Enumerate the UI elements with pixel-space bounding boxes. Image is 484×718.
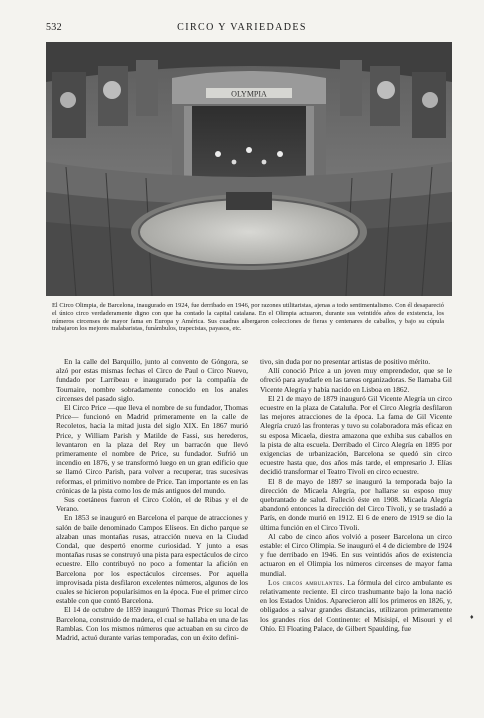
left-column bbox=[56, 357, 248, 705]
photo-caption bbox=[52, 302, 444, 352]
paragraph: tivo, sin duda por no presentar artistas de positivo mérito. bbox=[260, 357, 431, 366]
paragraph: En 1853 se inauguró en Barcelona el parque de atracciones y salón de baile denominado Campos Elíseos. En dicho parque se alzaban unas montañas rusas, atracción nueva en la Ciudad Condal, que despertó enorme curiosidad. Y junto a esas montañas rusas se construyó una pista para espectáculos de circo ecuestre. Ello contribuyó no poco a fomentar la afición en Barcelona por los espectáculos circenses. Por aquella improvisada pista desfilaron excelentes números, algunos de los cuales se hicieron popularísimos en la época. Fue el primer circo estable con que contó Barcelona. bbox=[56, 513, 248, 606]
section-heading: Los circos ambulantes. bbox=[268, 577, 345, 587]
right-column bbox=[260, 357, 452, 705]
page-header bbox=[0, 22, 484, 38]
paragraph: El 8 de mayo de 1897 se inauguró la temporada bajo la dirección de Micaela Alegría, por hallarse su esposo muy quebrantado de salud. Falleció éste en 1908. Micaela Alegría abandonó entonces la dirección del Circo Tívoli, y se trasladó a París, en donde murió en 1912. El 6 de enero de 1919 se dio la última función en el Circo Tívoli. bbox=[260, 476, 452, 532]
page-number: 532 bbox=[46, 22, 62, 33]
paragraph: Allí conoció Price a un joven muy emprendedor, que se le ofreció para ayudarle en las tareas organizadoras. Se llamaba Gil Vicente Alegría y había nacido en Lisboa en 1862. bbox=[260, 366, 452, 394]
paragraph: El 14 de octubre de 1859 inauguró Thomas Price su local de Barcelona, construido de madera, el cual se hallaba en una de las Ramblas. Con los mismos números que actuaban en su circo de Madrid, actuó durante varias temporadas, con un éxito defini- bbox=[56, 605, 248, 643]
paragraph-continuation: La fórmula del circo ambulante es relativamente reciente. El circo trashumante bajo la lona nació en los Estados Unidos. Aparecieron allí los primeros en 1826, y, obligados a salvar grandes distancias, utilizaron primeramente los grandes ríos del Continente: el Misisipí, el Misouri y el Ohío. El Floating Palace, de Gilbert Spaulding, fue bbox=[260, 577, 452, 633]
paragraph: El Circo Price —que lleva el nombre de su fundador, Thomas Price— funcionó en Madrid primeramente en la calle de Recoletos, hacia la mitad justa del siglo XIX. En 1867 murió Price, y William Parish y Matilde de Fassi, sus herederos, levantaron en la plaza del Rey un barracón que llevó primeramente el nombre de Price, su fundador. Sufrió un incendio en 1876, y se transformó luego en un gran edificio que se llamó Circo Parish, para volver a recuperar, tras sucesivas reformas, el primitivo nombre de Price. Tan importante es en las crónicas de la pista como los de más antiguos del mundo. bbox=[56, 403, 248, 495]
running-head: CIRCO Y VARIEDADES bbox=[177, 22, 307, 33]
paragraph: Sus coetáneos fueron el Circo Colón, el de Ribas y el de Verano. bbox=[56, 495, 248, 514]
paragraph: El 21 de mayo de 1879 inauguró Gil Vicente Alegría un circo ecuestre en la plaza de Cataluña. Por el Circo Alegría desfilaron las mejores atracciones de la época. La fama de Gil Vicente Alegría cruzó las fronteras y tuvo su colaboradora más eficaz en su esposa Micaela, diestra amazona que exhiba sus caballos en la pista de alta escuela. Derribado el Circo Alegría en 1895 por exigencias de urbanización, Barcelona se quedó sin circo ecuestre hasta que, dos años más tarde, el empresario J. Elías decidió transformar el Teatro Tívoli en circo ecuestre. bbox=[260, 393, 452, 477]
paragraph bbox=[260, 578, 452, 633]
photo-illustration bbox=[46, 42, 452, 296]
olympia-sign: OLYMPIA bbox=[231, 89, 267, 99]
caption-text: El Circo Olimpia, de Barcelona, inaugurado en 1924, fue derribado en 1946, por razones utilitaristas, ajenas a todo sentimentalismo. Con él desapareció el único circo verdaderamente digno con que ha contado la capital catalana. En el Olimpia actuaron, durante sus veintidós años de existencia, los números circenses de mayor fama en Europa y América. Sus cuadras albergaron colecciones de fieras y centenares de caballos, y bajo su cúpula trabajaron los mejores malabaristas, funámbulos, trapecistas, payasos, etc. bbox=[52, 302, 444, 333]
circus-interior-photo bbox=[46, 42, 452, 296]
margin-mark: ♦ bbox=[470, 613, 474, 621]
paragraph: En la calle del Barquillo, junto al convento de Góngora, se alzó por estas mismas fechas el Circo de Paul o Circo Nuevo, fundado por Larribeau e inaugurado por la compañía de Tournaire, nombre sobradamente conocido en los anales circenses del pasado siglo. bbox=[56, 357, 248, 403]
paragraph: Al cabo de cinco años volvió a poseer Barcelona un circo estable: el Circo Olimpia. Se inauguró el 4 de diciembre de 1924 y fue derribado en 1946. En sus veintidós años de existencia actuaron en el Olimpia los números circenses de mayor fama mundial. bbox=[260, 531, 452, 578]
body-text bbox=[56, 357, 452, 705]
